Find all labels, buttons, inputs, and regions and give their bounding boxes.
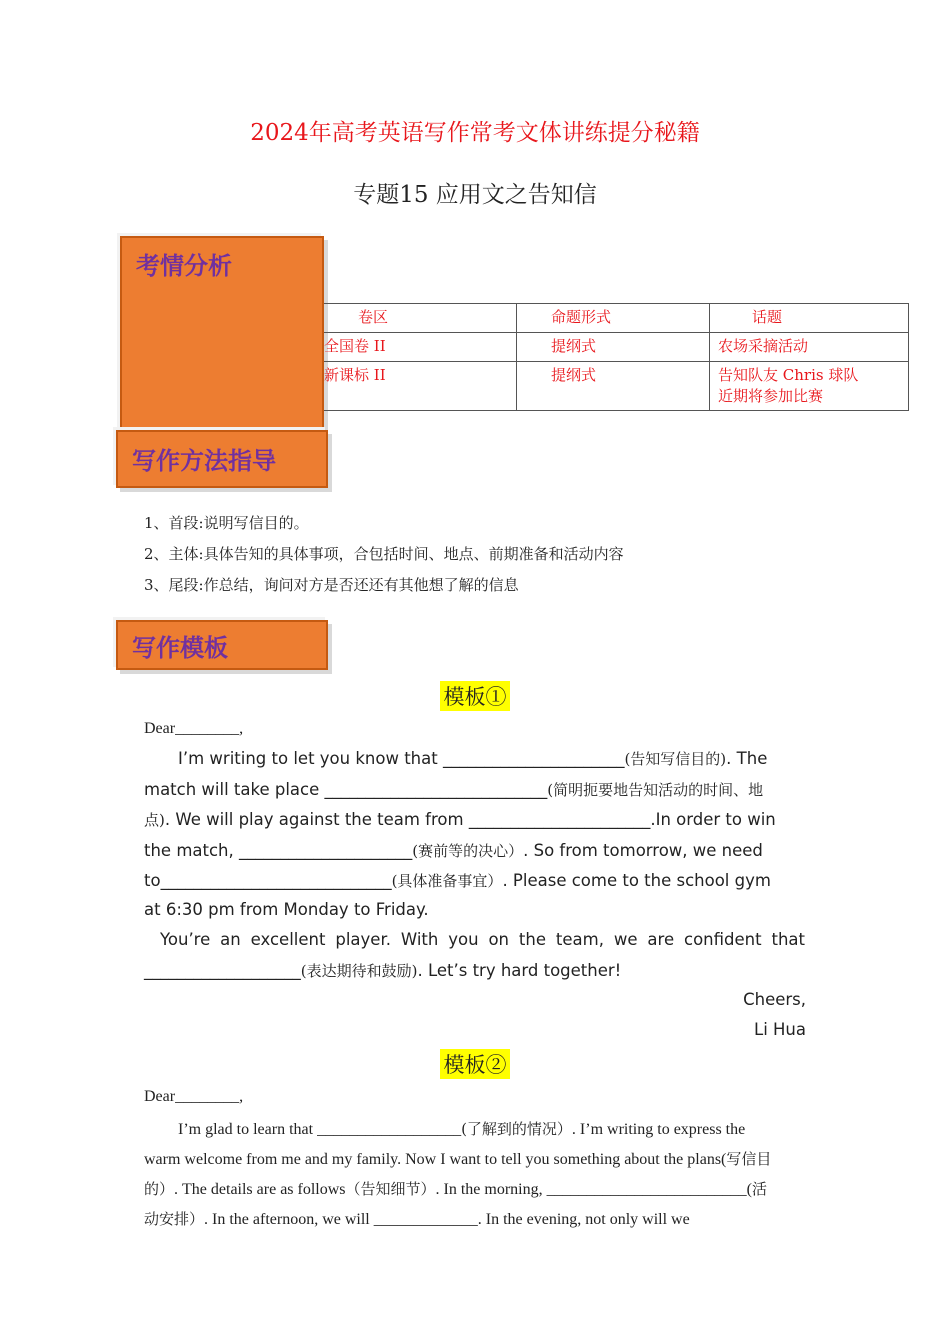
- template-1-line: I’m writing to let you know that ______________________(告知写信目的). The: [178, 749, 768, 768]
- table-cell-line: 近期将参加比赛: [718, 387, 824, 405]
- template-1-line: the match, _____________________(赛前等的决心）. So from tomorrow, we need: [144, 841, 763, 860]
- table-row: [324, 362, 909, 411]
- section-badge-analysis: [120, 236, 324, 440]
- table-header-cell: 命题形式: [517, 304, 710, 333]
- template-2-salutation: Dear________,: [144, 1088, 244, 1105]
- table-row: [324, 333, 909, 362]
- step-2: 2、主体:具体告知的具体事项，合包括时间、地点、前期准备和活动内容: [144, 545, 624, 563]
- template-2-line: I’m glad to learn that __________________(了解到的情况）. I’m writing to express the: [178, 1120, 746, 1138]
- template-2-title: 模板②: [440, 1049, 510, 1079]
- section-badge-method: [116, 430, 328, 488]
- table-cell: 全国卷 II: [324, 333, 517, 362]
- table-header-row: [324, 304, 909, 333]
- step-1: 1、首段:说明写信目的。: [144, 514, 309, 532]
- page-title: 2024年高考英语写作常考文体讲练提分秘籍: [250, 120, 700, 146]
- table-cell-line: 告知队友 Chris 球队: [718, 366, 859, 384]
- table-cell: 新课标 II: [324, 362, 517, 411]
- table-cell: [710, 362, 909, 411]
- template-2-line: 动安排）. In the afternoon, we will _____________. In the evening, not only will we: [144, 1210, 690, 1228]
- template-1-signature: Li Hua: [754, 1020, 806, 1039]
- table-cell: 农场采摘活动: [710, 333, 909, 362]
- section-label-method: 写作方法指导: [132, 447, 276, 475]
- template-2-line: 的）. The details are as follows（告知细节）. In the morning, _________________________(活: [144, 1180, 767, 1198]
- template-1-line: match will take place ___________________________(简明扼要地告知活动的时间、地: [144, 780, 764, 799]
- step-3: 3、尾段:作总结，询问对方是否还还有其他想了解的信息: [144, 576, 519, 594]
- table-header-cell: 卷区: [324, 304, 517, 333]
- template-1-line: at 6:30 pm from Monday to Friday.: [144, 900, 429, 919]
- template-1-title: 模板①: [440, 681, 510, 711]
- template-2-line: warm welcome from me and my family. Now I want to tell you something about the plans(写信目: [144, 1150, 772, 1168]
- section-label-analysis: 考情分析: [136, 252, 232, 280]
- section-label-template: 写作模板: [132, 634, 228, 662]
- table-header-cell: 话题: [710, 304, 909, 333]
- exam-table: [324, 303, 909, 411]
- template-1-line: You’re an excellent player. With you on the team, we are confident that: [160, 930, 805, 949]
- table-cell: 提纲式: [517, 333, 710, 362]
- template-1-line: ___________________(表达期待和鼓励). Let’s try hard together!: [144, 961, 622, 980]
- section-badge-template: [116, 620, 328, 670]
- template-1-line: 点). We will play against the team from ______________________.In order to win: [144, 810, 776, 829]
- page-subtitle: 专题15 应用文之告知信: [353, 182, 597, 208]
- template-1-line: to____________________________(具体准备事宜）. Please come to the school gym: [144, 871, 771, 890]
- template-1-salutation: Dear________,: [144, 720, 244, 737]
- template-1-closing: Cheers,: [743, 990, 806, 1009]
- table-cell: 提纲式: [517, 362, 710, 411]
